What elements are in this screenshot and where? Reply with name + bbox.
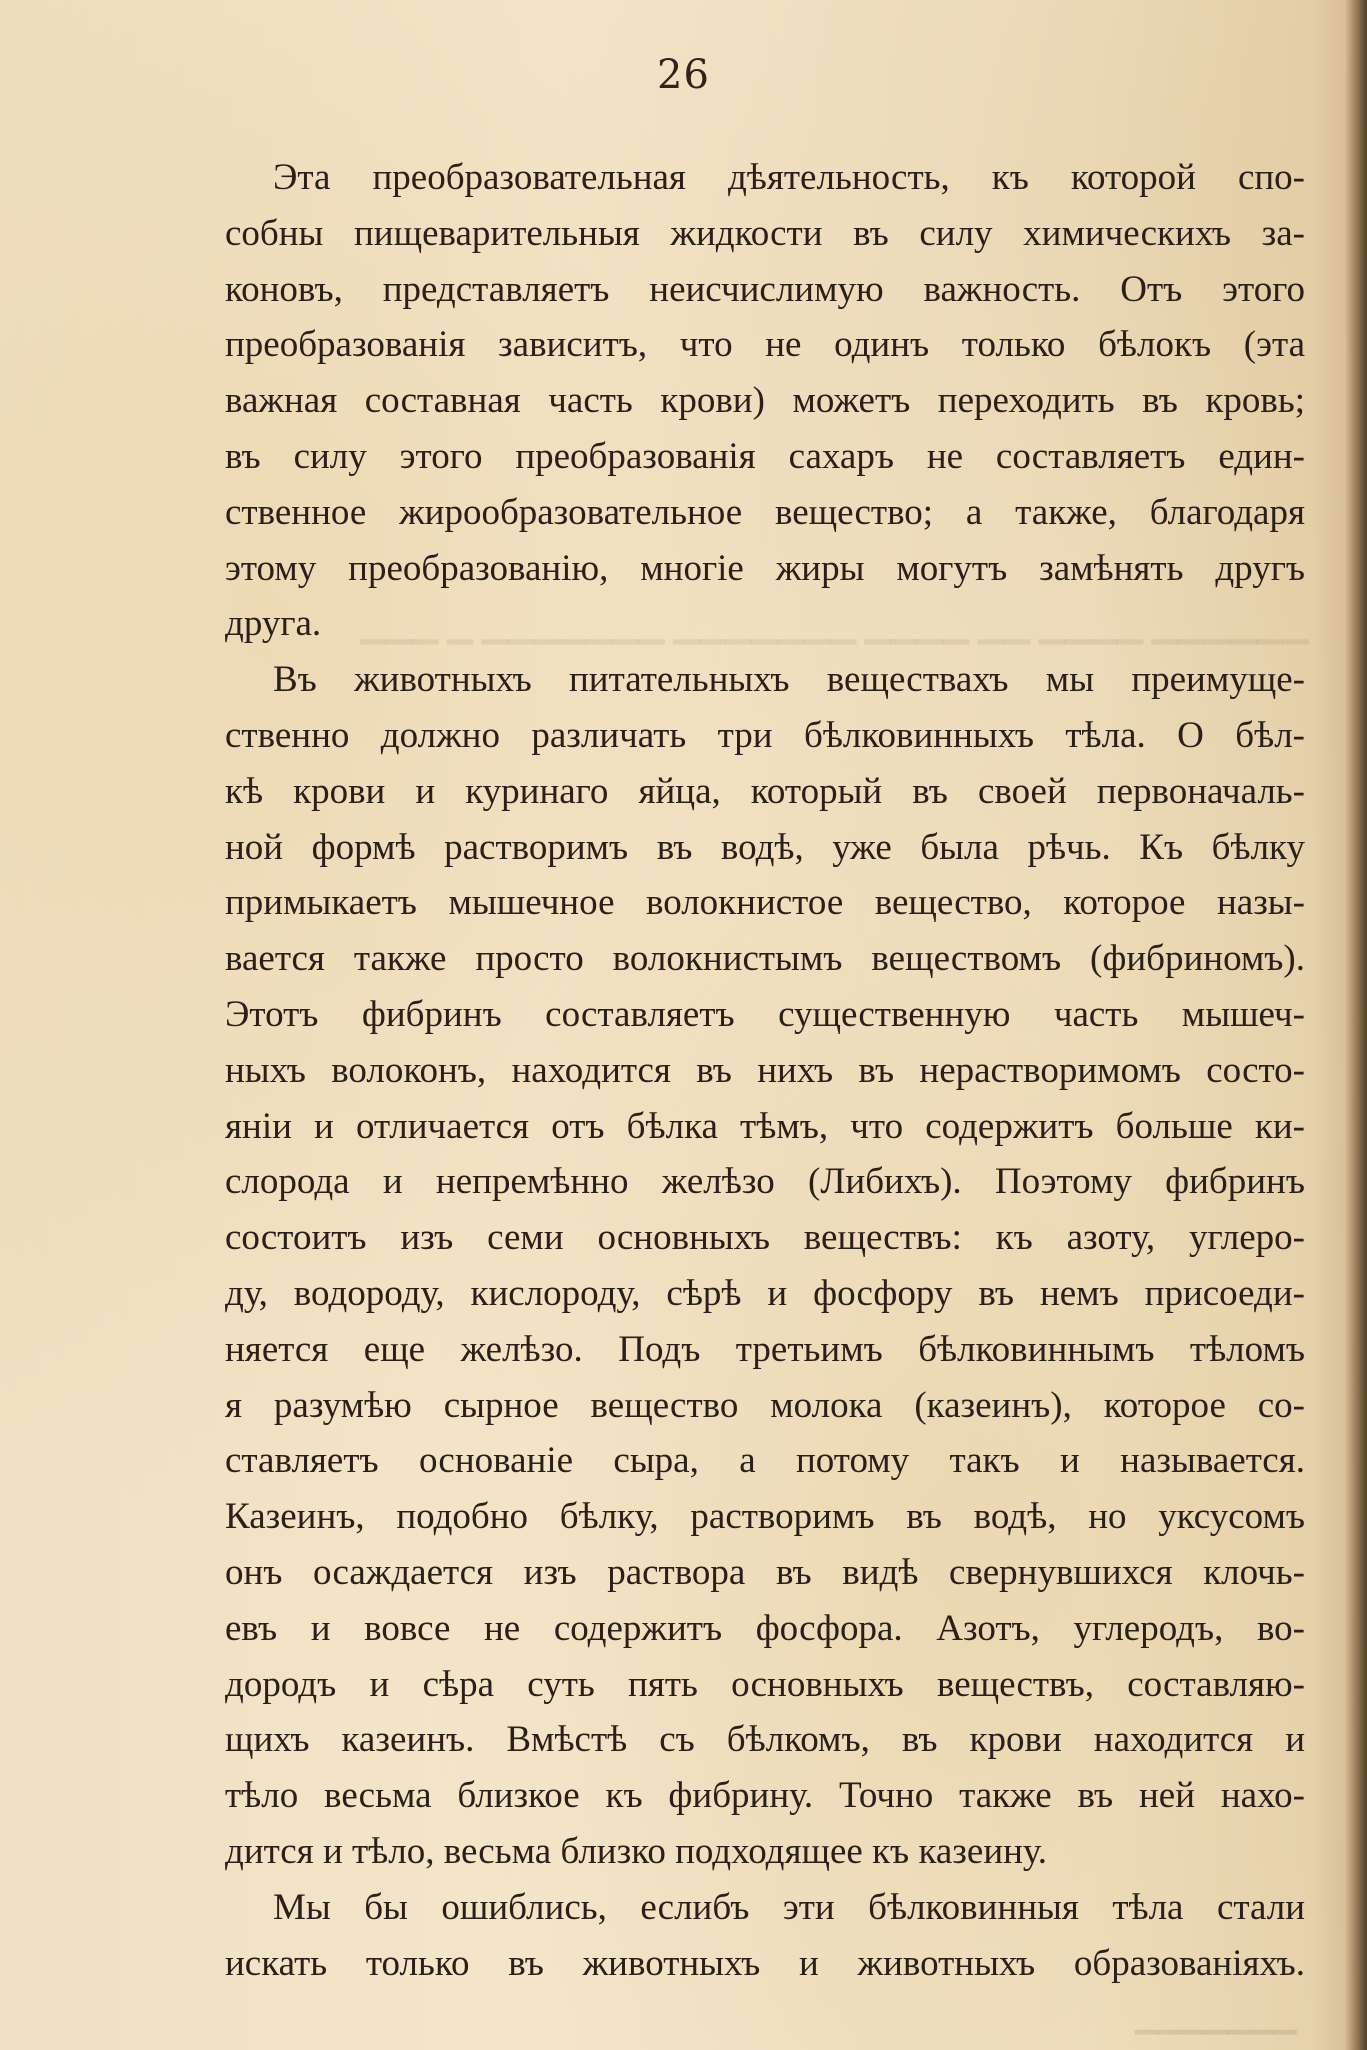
text-line: тѣло весьма близкое къ фибрину. Точно также въ ней нахо- (225, 1775, 1305, 1817)
text-line: искать только въ животныхъ и животныхъ образованіяхъ. (225, 1942, 1305, 1984)
text-line: евъ и вовсе не содержитъ фосфора. Азотъ, углеродъ, во- (225, 1607, 1305, 1649)
text-line: Этотъ фибринъ составляетъ существенную часть мышеч- (225, 993, 1305, 1035)
show-through-text: ▁▁▁ ▁ ▁▁▁▁▁▁▁ ▁▁▁▁▁▁▁ ▁▁▁▁ ▁▁ ▁▁▁▁ ▁▁▁▁▁▁ (360, 607, 1309, 644)
text-line: ду, водороду, кислороду, сѣрѣ и фосфору въ немъ присоеди- (225, 1272, 1305, 1314)
text-line: ставляетъ основаніе сыра, а потому такъ и называется. (225, 1440, 1305, 1482)
text-body (225, 150, 1305, 1991)
text-line: въ силу этого преобразованія сахаръ не составляетъ един- (225, 435, 1305, 477)
text-line: онъ осаждается изъ раствора въ видѣ свернувшихся клочь- (225, 1551, 1305, 1593)
text-line: Казеинъ, подобно бѣлку, растворимъ въ водѣ, но уксусомъ (225, 1496, 1305, 1538)
text-line: дится и тѣло, весьма близко подходящее къ казеину. (225, 1830, 1047, 1872)
page-number: 26 (657, 52, 710, 98)
text-line: друга. (225, 603, 322, 645)
text-line: примыкаетъ мышечное волокнистое вещество, которое назы- (225, 882, 1305, 924)
text-line: ственно должно различать три бѣлковинныхъ тѣла. О бѣл- (225, 714, 1305, 756)
text-line: щихъ казеинъ. Вмѣстѣ съ бѣлкомъ, въ крови находится и (225, 1719, 1305, 1761)
text-line: Въ животныхъ питательныхъ веществахъ мы преимуще- (273, 659, 1305, 701)
text-line: Эта преобразовательная дѣятельность, къ которой спо- (273, 157, 1305, 198)
text-line: няется еще желѣзо. Подъ третьимъ бѣлковиннымъ тѣломъ (225, 1328, 1305, 1370)
text-line: ныхъ волоконъ, находится въ нихъ въ нерастворимомъ состо- (225, 1049, 1305, 1091)
text-line: яніи и отличается отъ бѣлка тѣмъ, что содержитъ больше ки- (225, 1105, 1305, 1147)
text-line: коновъ, представляетъ неисчислимую важность. Отъ этого (225, 268, 1305, 310)
text-line: важная составная часть крови) можетъ переходить въ кровь; (225, 380, 1305, 422)
text-line: преобразованія зависитъ, что не одинъ только бѣлокъ (эта (225, 324, 1305, 366)
page-binding-edge (1345, 0, 1367, 2050)
text-line: кѣ крови и куринаго яйца, который въ своей первоначаль- (225, 770, 1305, 812)
show-through-text-bottom: ▁▁▁▁▁▁▁ (1135, 2001, 1297, 2034)
text-line: слорода и непремѣнно желѣзо (Либихъ). Поэтому фибринъ (225, 1161, 1305, 1203)
text-line: ственное жирообразовательное вещество; а также, благодаря (225, 491, 1305, 533)
text-line: состоитъ изъ семи основныхъ веществъ: къ азоту, углеро- (225, 1217, 1305, 1259)
text-line: этому преобразованію, многіе жиры могутъ замѣнять другъ (225, 547, 1305, 589)
text-line: ной формѣ растворимъ въ водѣ, уже была рѣчь. Къ бѣлку (225, 826, 1305, 868)
text-line: Мы бы ошиблись, еслибъ эти бѣлковинныя тѣла стали (273, 1886, 1305, 1928)
text-line: дородъ и сѣра суть пять основныхъ веществъ, составляю- (225, 1663, 1305, 1705)
text-line: собны пищеварительныя жидкости въ силу химическихъ за- (225, 212, 1305, 254)
text-line: я разумѣю сырное вещество молока (казеинъ), которое со- (225, 1384, 1305, 1426)
text-line: вается также просто волокнистымъ веществомъ (фибриномъ). (225, 938, 1305, 980)
